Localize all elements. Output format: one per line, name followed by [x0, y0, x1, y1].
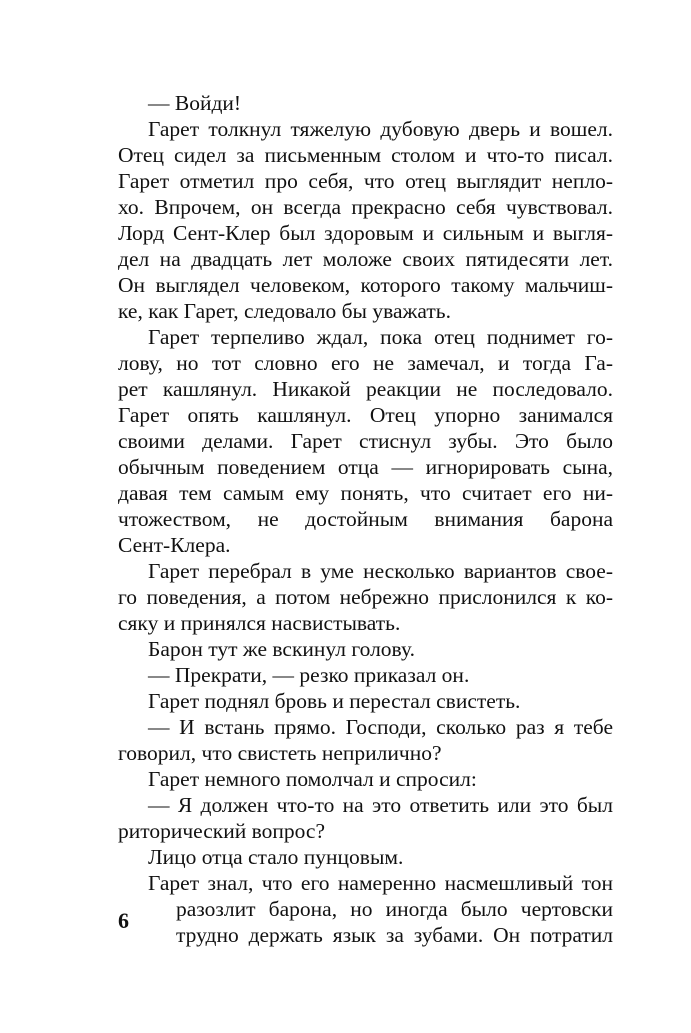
text-line-31: Гарет знал, что его намеренно насмешливый тон	[148, 871, 613, 895]
text-line-3: Отец сидел за письменным столом и что-то писал.	[118, 143, 613, 167]
text-line-15: обычным поведением отца — игнорировать сына,	[118, 455, 613, 479]
text-line-4: Гарет отметил про себя, что отец выглядит непло-	[118, 169, 613, 193]
text-line-22: Барон тут же вскинул голову.	[148, 637, 415, 661]
text-line-10: Гарет терпеливо ждал, пока отец поднимет го-	[148, 325, 613, 349]
text-line-7: дел на двадцать лет моложе своих пятидесяти лет.	[118, 247, 613, 271]
text-line-25: — И встань прямо. Господи, сколько раз я тебе	[148, 715, 613, 739]
text-line-11: лову, но тот словно его не замечал, и тогда Га-	[118, 351, 613, 375]
text-line-26: говорил, что свистеть неприлично?	[118, 741, 442, 765]
text-line-2: Гарет толкнул тяжелую дубовую дверь и вошел.	[148, 117, 613, 141]
text-line-23: — Прекрати, — резко приказал он.	[148, 663, 470, 687]
text-line-29: риторический вопрос?	[118, 819, 326, 843]
text-line-20: го поведения, а потом небрежно прислонился к ко-	[118, 585, 613, 609]
text-line-27: Гарет немного помолчал и спросил:	[148, 767, 477, 791]
text-line-17: чтожеством, не достойным внимания барона	[118, 507, 613, 531]
text-line-30: Лицо отца стало пунцовым.	[148, 845, 404, 869]
page-number: 6	[118, 908, 129, 933]
text-line-1: — Войди!	[148, 91, 242, 115]
text-line-5: хо. Впрочем, он всегда прекрасно себя чувствовал.	[118, 195, 613, 219]
text-line-14: своими делами. Гарет стиснул зубы. Это было	[118, 429, 613, 453]
text-line-19: Гарет перебрал в уме несколько вариантов свое-	[148, 559, 613, 583]
text-line-18: Сент-Клера.	[118, 533, 231, 557]
text-line-32: разозлит барона, но иногда было чертовски	[176, 897, 613, 921]
text-line-24: Гарет поднял бровь и перестал свистеть.	[148, 689, 521, 713]
text-line-21: сяку и принялся насвистывать.	[118, 611, 401, 635]
text-line-28: — Я должен что-то на это ответить или это был	[148, 793, 613, 817]
text-line-33: трудно держать язык за зубами. Он потратил	[176, 923, 613, 947]
text-line-9: ке, как Гарет, следовало бы уважать.	[118, 299, 451, 323]
text-line-13: Гарет опять кашлянул. Отец упорно занимался	[118, 403, 613, 427]
text-line-6: Лорд Сент-Клер был здоровым и сильным и выгля-	[118, 221, 613, 245]
text-line-12: рет кашлянул. Никакой реакции не последовало.	[118, 377, 613, 401]
text-line-8: Он выглядел человеком, которого такому мальчиш-	[118, 273, 613, 297]
text-line-16: давая тем самым ему понять, что считает его ни-	[118, 481, 613, 505]
